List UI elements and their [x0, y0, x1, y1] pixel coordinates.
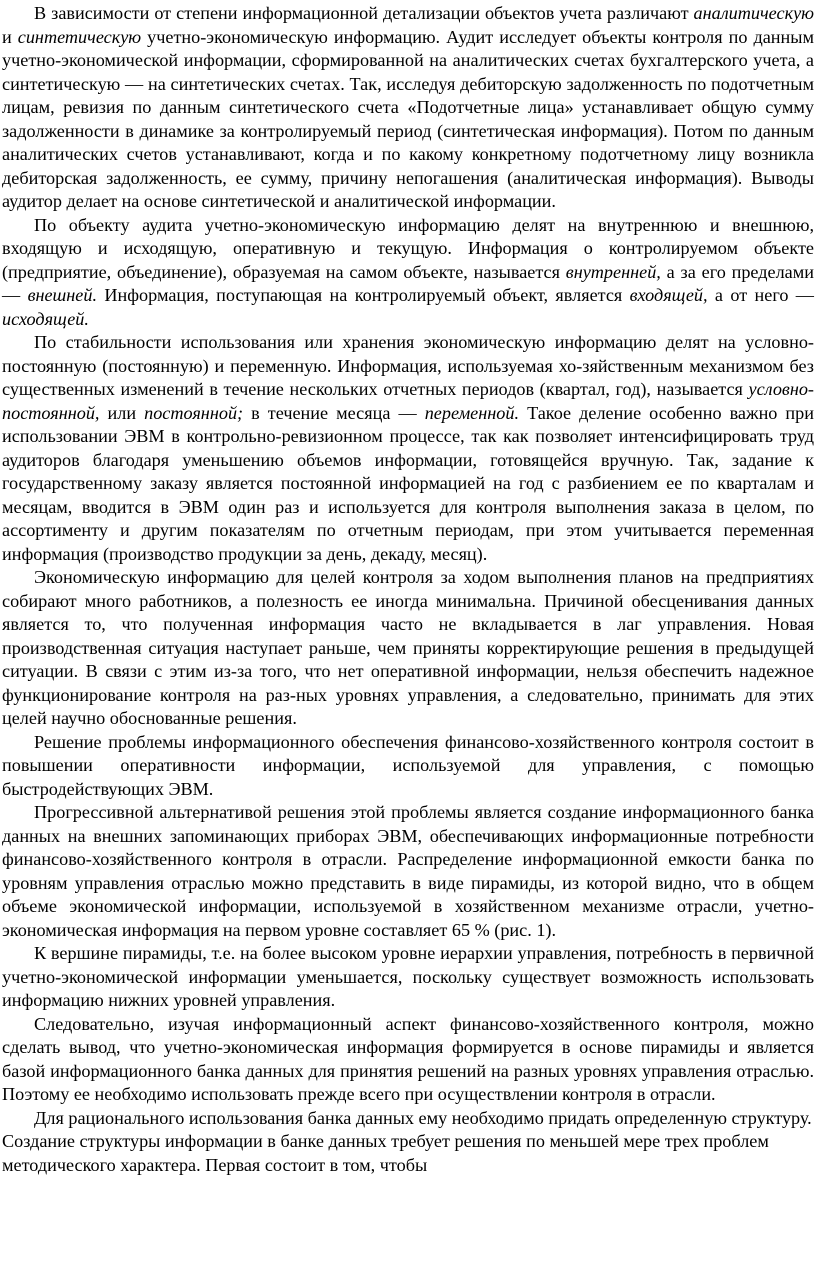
italic-term: переменной. [424, 402, 520, 423]
italic-term: синтетическую [17, 26, 142, 47]
text-segment: а за его пределами — [2, 261, 814, 305]
text-segment: Следовательно, изучая информационный аспект финансово-хозяйственного контроля, можно сделать вывод, что учетно-экономическая информация формируется в основе пирамиды и является базой информационного банка данных для принятия решений на разных уровнях управления отраслью. Поэтому ее необходимо использовать прежде всего при осуществлении контроля в отрасли. [2, 1013, 814, 1104]
paragraph [2, 2, 814, 214]
text-segment: учетно-экономическую информацию. Аудит исследует объекты контроля по данным учетно-экономической информации, сформированной на аналитических счетах бухгалтерского учета, а синтетическую — на синтетических счетах. Так, исследуя дебиторскую задолженность по подотчетным лицам, ревизия по данным синтетического счета «Подотчетные лица» устанавливает общую сумму задолженности в динамике за контролируемый период (синтетическая информация). Потом по данным аналитических счетов устанавливают, когда и по какому конкретному подотчетному лицу возникла дебиторская задолженность, ее сумму, причину непогашения (аналитическая информация). Выводы аудитор делает на основе синтетической и аналитической информации. [2, 26, 815, 211]
italic-term: внешней. [27, 285, 98, 305]
text-segment: Информация, поступающая на контролируемый объект, является [97, 285, 630, 305]
text-segment: в течение месяца — [243, 402, 425, 423]
text-segment: или [99, 402, 145, 423]
text-segment: Для рационального использования банка данных ему необходимо придать определенную структуру. Создание структуры информации в банке данных требует решения по меньшей мере трех проблем методического характера. Первая состоит в том, чтобы [2, 1107, 812, 1175]
text-segment: а от него — [707, 285, 814, 305]
text-segment: По объекту аудита учетно-экономическую информацию делят на внутреннюю и внешнюю, входящую и исходящую, оперативную и текущую. Информация о контролируемом объекте (предприятие, объединение), образуемая на самом объекте, называется [2, 214, 814, 282]
italic-term: внутренней, [565, 261, 661, 282]
italic-term: условно-постоянной, [2, 379, 814, 423]
italic-term: входящей, [629, 285, 708, 305]
text-segment: Прогрессивной альтернативой решения этой проблемы является создание информационного банка данных на внешних запоминающих приборах ЭВМ, обеспечивающих информационные потребности финансово-хозяйственного контроля в отрасли. Распределение информационной емкости банка по уровням управления отраслью можно представить в виде пирамиды, из которой видно, что в общем объеме экономической информации, используемой в хозяйственном механизме отрасли, учетно-экономическая информация на первом уровне составляет 65 % (рис. 1). [2, 802, 814, 940]
paragraph [2, 942, 814, 1013]
paragraph [2, 566, 814, 731]
paragraph [2, 801, 814, 942]
text-segment: и [2, 26, 18, 47]
italic-term: постоянной; [144, 402, 244, 423]
paragraph [2, 1013, 814, 1107]
italic-term: аналитическую [693, 3, 814, 23]
text-segment: К вершине пирамиды, т.е. на более высоком уровне иерархии управления, потребность в первичной учетно-экономической информации уменьшается, поскольку существует возможность использовать информацию нижних уровней управления. [2, 943, 814, 1010]
text-segment: Экономическую информацию для целей контроля за ходом выполнения планов на предприятиях собирают много работников, а полезность ее иногда минимальна. Причиной обесценивания данных является то, что полученная информация часто не вкладывается в лаг управления. Новая производственная ситуация наступает раньше, чем приняты корректирующие решения в предыдущей ситуации. В связи с этим из-за того, что нет оперативной информации, нельзя обеспечить надежное функционирование контроля на раз-ных уровнях управления, а следовательно, принимать для этих целей научно обоснованные решения. [2, 567, 814, 728]
text-segment: В зависимости от степени информационной детализации объектов учета различают [34, 3, 694, 23]
document-body [2, 2, 814, 1177]
text-segment: Решение проблемы информационного обеспечения финансово-хозяйственного контроля состоит в повышении оперативности информации, используемой для управления, с помощью быстродействующих ЭВМ. [2, 731, 814, 799]
paragraph [2, 214, 814, 332]
paragraph [2, 331, 814, 566]
italic-term: исходящей. [2, 308, 89, 329]
paragraph [2, 1107, 814, 1178]
text-segment: По стабильности использования или хранения экономическую информацию делят на условно-постоянную (постоянную) и переменную. Информация, используемая хо-зяйственным механизмом без существенных изменений в течение нескольких отчетных периодов (квартал, год), называется [2, 332, 814, 399]
text-segment: Такое деление особенно важно при использовании ЭВМ в контрольно-ревизионном процессе, так как позволяет интенсифицировать труд аудиторов благодаря уменьшению объемов информации, готовящейся вручную. Так, задание к государственному заказу является постоянной информацией на год с разбиением ее по кварталам и месяцам, вводится в ЭВМ один раз и используется для контроля выполнения заказа в целом, по ассортименту и другим показателям по отчетным периодам, при этом учитывается переменная информация (производство продукции за день, декаду, месяц). [2, 402, 814, 564]
paragraph [2, 731, 814, 802]
